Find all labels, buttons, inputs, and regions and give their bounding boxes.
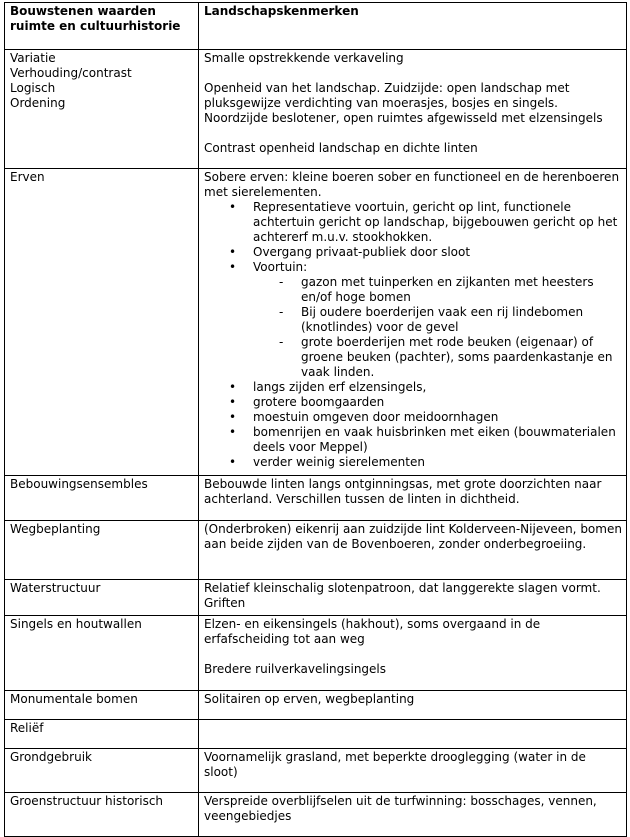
row-content: (Onderbroken) eikenrij aan zuidzijde lint Kolderveen-Nijeveen, bomen aan beide zijden van de Bovenboeren, zonder onderbegroeiing. (199, 521, 627, 580)
list-item: • bomenrijen en vaak huisbrinken met eiken (bouwmaterialen deels voor Meppel) (253, 425, 622, 455)
list-item: • Representatieve voortuin, gericht op lint, functionele achtertuin gericht op landschap, bijgebouwen gericht op het achtererf m.u.v. stookhokken. (253, 200, 622, 245)
list-item: • Overgang privaat-publiek door sloot (253, 245, 622, 260)
row-content (199, 169, 627, 476)
row-label: Bebouwingsensembles (5, 476, 199, 521)
table-header-row (5, 3, 627, 50)
row-label: Singels en houtwallen (5, 616, 199, 691)
paragraph: Openheid van het landschap. Zuidzijde: open landschap met pluksgewijze verdichting van moerasjes, bosjes en singels. Noordzijde beslotener, open ruimtes afgewisseld met elzensingels (204, 81, 603, 125)
table-row (5, 580, 627, 616)
row-label: Groenstructuur historisch (5, 793, 199, 837)
row-content (199, 720, 627, 749)
row-content (199, 50, 627, 169)
row-label: Monumentale bomen (5, 691, 199, 720)
row-content: Verspreide overblijfselen uit de turfwinning: bosschages, vennen, veengebiedjes (199, 793, 627, 837)
sub-list-item: - gazon met tuinperken en zijkanten met heesters en/of hoge bomen (301, 275, 622, 305)
table-row (5, 169, 627, 476)
label-line: Variatie (10, 51, 56, 65)
table-row (5, 521, 627, 580)
table-row (5, 749, 627, 793)
row-label (5, 50, 199, 169)
row-content: Solitairen op erven, wegbeplanting (199, 691, 627, 720)
row-content: Voornamelijk grasland, met beperkte drooglegging (water in de sloot) (199, 749, 627, 793)
row-content: Bebouwde linten langs ontginningsas, met grote doorzichten naar achterland. Verschillen tussen de linten in dichtheid. (199, 476, 627, 521)
row-label: Reliëf (5, 720, 199, 749)
list-item: • grotere boomgaarden (253, 395, 622, 410)
dash-list (253, 275, 622, 380)
list-item: • langs zijden erf elzensingels, (253, 380, 622, 395)
header-landscape-characteristics: Landschapskenmerken (199, 3, 627, 50)
row-label: Waterstructuur (5, 580, 199, 616)
list-item (253, 260, 622, 380)
paragraph: Contrast openheid landschap en dichte linten (204, 141, 478, 155)
paragraph: Sobere erven: kleine boeren sober en functioneel en de herenboeren met sierelementen. (204, 170, 620, 199)
row-content (199, 616, 627, 691)
list-item-text: Voortuin: (253, 260, 308, 274)
header-building-blocks: Bouwstenen waarden ruimte en cultuurhistorie (5, 3, 199, 50)
row-label: Grondgebruik (5, 749, 199, 793)
landscape-characteristics-table (4, 2, 627, 837)
table-row (5, 476, 627, 521)
list-item: • moestuin omgeven door meidoornhagen (253, 410, 622, 425)
table-row (5, 50, 627, 169)
table-row (5, 616, 627, 691)
sub-list-item: - grote boerderijen met rode beuken (eigenaar) of groene beuken (pachter), soms paardenkastanje en vaak linden. (301, 335, 622, 380)
label-line: Ordening (10, 96, 66, 110)
sub-list-item: - Bij oudere boerderijen vaak een rij lindebomen (knotlindes) voor de gevel (301, 305, 622, 335)
table-row (5, 691, 627, 720)
table-row (5, 720, 627, 749)
list-item: • verder weinig sierelementen (253, 455, 622, 470)
row-label: Wegbeplanting (5, 521, 199, 580)
label-line: Logisch (10, 81, 56, 95)
bullet-list (204, 200, 622, 470)
paragraph: Bredere ruilverkavelingsingels (204, 662, 387, 676)
label-line: Verhouding/contrast (10, 66, 132, 80)
paragraph: Elzen- en eikensingels (hakhout), soms overgaand in de erfafscheiding tot aan weg (204, 617, 541, 646)
row-content: Relatief kleinschalig slotenpatroon, dat langgerekte slagen vormt. Griften (199, 580, 627, 616)
paragraph: Smalle opstrekkende verkaveling (204, 51, 404, 65)
row-label: Erven (5, 169, 199, 476)
